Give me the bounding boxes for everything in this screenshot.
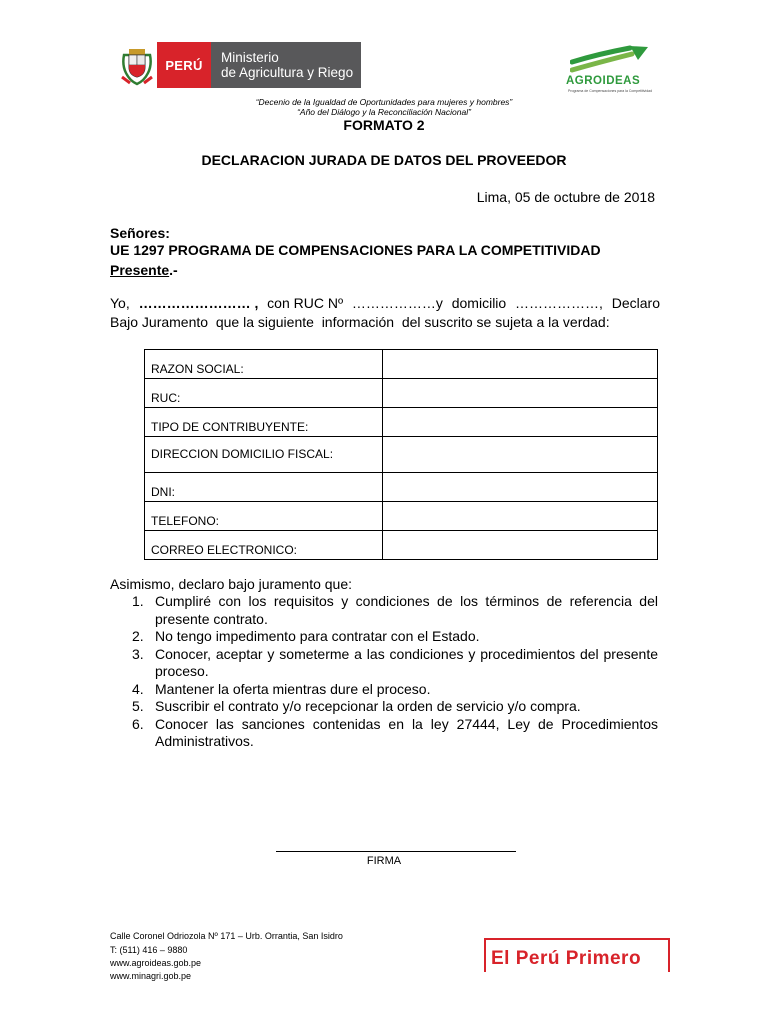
domicilio-blank: ………………, xyxy=(515,295,603,311)
decenio-line: “Decenio de la Igualdad de Oportunidades para mujeres y hombres” xyxy=(255,97,513,107)
ministry-line1: Ministerio xyxy=(221,50,279,65)
list-number: 2. xyxy=(132,628,144,644)
table-row xyxy=(145,437,658,473)
agroideas-logo xyxy=(566,44,656,94)
list-number: 5. xyxy=(132,698,144,714)
row-label: CORREO ELECTRONICO: xyxy=(145,531,383,560)
footer-address: Calle Coronel Odriozola Nº 171 – Urb. Orrantia, San Isidro xyxy=(110,931,343,941)
list-item xyxy=(110,681,658,699)
list-number: 4. xyxy=(132,680,144,697)
list-text: Cumpliré con los requisitos y condiciones de los términos de referencia del presente contrato. xyxy=(155,593,658,627)
document-title: DECLARACION JURADA DE DATOS DEL PROVEEDOR xyxy=(201,152,567,168)
asimismo-text: Asimismo, declaro bajo juramento que: xyxy=(110,576,353,592)
agroideas-arrows-icon xyxy=(570,44,652,74)
row-label: TIPO DE CONTRIBUYENTE: xyxy=(145,408,383,437)
yo-label: Yo, xyxy=(110,295,130,311)
declaro-label: Declaro xyxy=(611,295,660,311)
footer-phone: T: (511) 416 – 9880 xyxy=(110,945,188,955)
presente-suffix: .- xyxy=(169,262,178,278)
list-number: 3. xyxy=(132,645,144,662)
row-value[interactable] xyxy=(383,473,658,502)
ministry-name xyxy=(211,42,361,88)
row-label: RAZON SOCIAL: xyxy=(145,350,383,379)
ruc-blank: ………………y xyxy=(351,295,443,311)
row-value[interactable] xyxy=(383,531,658,560)
ruc-label: con RUC Nº xyxy=(267,295,344,311)
table-row xyxy=(145,408,658,437)
declaration-line2: Bajo Juramento que la siguiente información del suscrito se sujeta a la verdad: xyxy=(110,314,610,330)
row-label: DNI: xyxy=(145,473,383,502)
name-blank: …………………… , xyxy=(138,295,259,311)
format-title: FORMATO 2 xyxy=(343,117,425,133)
row-value[interactable] xyxy=(383,502,658,531)
table-row xyxy=(145,531,658,560)
addressee-entity: UE 1297 PROGRAMA DE COMPENSACIONES PARA LA COMPETITIVIDAD xyxy=(110,242,601,258)
declaration-line xyxy=(110,294,660,313)
list-text: Conocer las sanciones contenidas en la ley 27444, Ley de Procedimientos Administrativos. xyxy=(155,715,658,749)
row-label: RUC: xyxy=(145,379,383,408)
presente-word: Presente xyxy=(110,262,170,278)
row-value[interactable] xyxy=(383,350,658,379)
list-item xyxy=(110,593,658,628)
agroideas-name: AGROIDEAS xyxy=(566,75,641,87)
list-text: Mantener la oferta mientras dure el proceso. xyxy=(155,680,431,697)
row-value[interactable] xyxy=(383,408,658,437)
list-text: No tengo impedimento para contratar con el Estado. xyxy=(155,628,480,644)
list-number: 6. xyxy=(132,715,144,732)
year-line: “Año del Diálogo y la Reconciliación Nacional” xyxy=(297,107,471,117)
table-row xyxy=(145,379,658,408)
salutation: Señores: xyxy=(110,225,170,241)
el-peru-primero-logo xyxy=(484,938,670,972)
list-item xyxy=(110,646,658,681)
list-text: Suscribir el contrato y/o recepcionar la orden de servicio y/o compra. xyxy=(155,698,581,714)
peru-coat-of-arms-icon xyxy=(117,41,157,89)
ministry-line2: de Agricultura y Riego xyxy=(221,65,354,80)
document-date: Lima, 05 de octubre de 2018 xyxy=(476,189,655,205)
row-label: DIRECCION DOMICILIO FISCAL: xyxy=(145,437,383,473)
presente xyxy=(110,261,178,280)
row-label: TELEFONO: xyxy=(145,502,383,531)
list-number: 1. xyxy=(132,593,144,609)
oath-list xyxy=(110,593,658,751)
ministry-logo xyxy=(117,41,361,89)
row-value[interactable] xyxy=(383,379,658,408)
signature-line xyxy=(276,851,516,852)
footer-website-minagri[interactable]: www.minagri.gob.pe xyxy=(110,971,192,981)
list-text: Conocer, aceptar y someterme a las condiciones y procedimientos del presente proceso. xyxy=(155,645,658,679)
slogan-text: El Perú Primero xyxy=(491,948,642,969)
domicilio-label: domicilio xyxy=(451,295,507,311)
table-row xyxy=(145,473,658,502)
row-value[interactable] xyxy=(383,437,658,473)
table-row xyxy=(145,350,658,379)
agroideas-subtitle: Programa de Compensaciones para la Competitividad xyxy=(568,89,653,93)
footer-website-agroideas[interactable]: www.agroideas.gob.pe xyxy=(110,958,202,968)
list-item xyxy=(110,716,658,751)
table-row xyxy=(145,502,658,531)
signature-label: FIRMA xyxy=(366,855,402,867)
list-item xyxy=(110,628,658,646)
supplier-data-table xyxy=(144,349,658,560)
peru-label: PERÚ xyxy=(157,42,211,88)
list-item xyxy=(110,698,658,716)
